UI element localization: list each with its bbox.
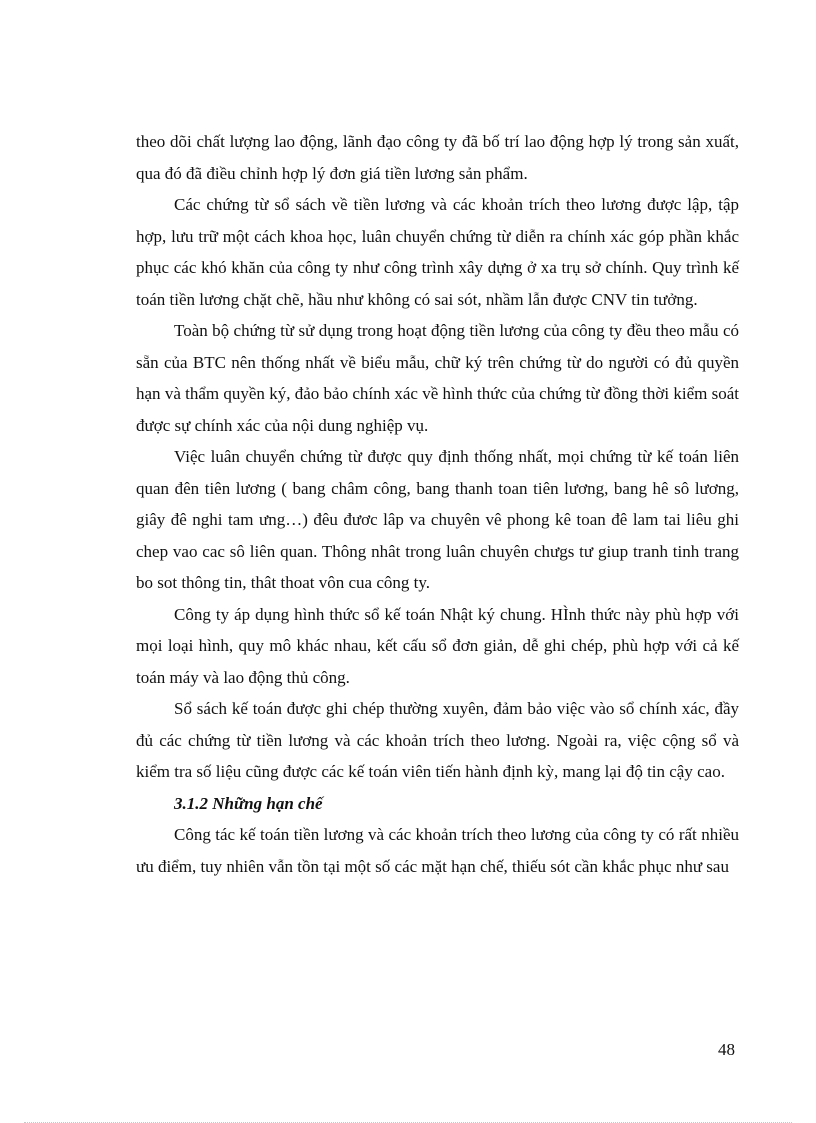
- body-text: [136, 126, 739, 882]
- page-number: 48: [718, 1040, 735, 1059]
- section-heading: 3.1.2 Những hạn chế: [174, 793, 323, 813]
- paragraph: Các chứng từ sổ sách về tiền lương và các khoản trích theo lương được lập, tập hợp, lưu trữ một cách khoa học, luân chuyển chứng từ diễn ra chính xác góp phần khắc phục các khó khăn của công ty như công trình xây dựng ở xa trụ sở chính. Quy trình kế toán tiền lương chặt chẽ, hầu như không có sai sót, nhầm lẫn được CNV tin tưởng.: [136, 195, 739, 309]
- paragraph: Toàn bộ chứng từ sử dụng trong hoạt động tiền lương của công ty đều theo mẫu có sẵn của BTC nên thống nhất về biểu mẫu, chữ ký trên chứng từ do người có đủ quyền hạn và thẩm quyền ký, đảo bảo chính xác về hình thức của chứng từ đồng thời kiểm soát được sự chính xác của nội dung nghiệp vụ.: [136, 321, 739, 435]
- paragraph: theo dõi chất lượng lao động, lãnh đạo công ty đã bố trí lao động hợp lý trong sản xuất, qua đó đã điều chỉnh hợp lý đơn giá tiền lương sản phẩm.: [136, 132, 739, 183]
- paragraph: Việc luân chuyển chứng từ được quy định thống nhất, mọi chứng từ kế toán liên quan đên tiên lương ( bang châm công, bang thanh toan tiên lương, bang hê sô lương, giây đê nghi tam ưng…) đêu đươc lâp va chuyên vê phong kê toan đê lam tai liêu ghi chep vao cac sô liên quan. Thông nhât trong luân chuyên chưgs tư giup tranh tinh trang bo sot thông tin, thât thoat vôn cua công ty.: [136, 447, 739, 592]
- paragraph: Sổ sách kế toán được ghi chép thường xuyên, đảm bảo việc vào sổ chính xác, đầy đủ các chứng từ tiền lương và các khoản trích theo lương. Ngoài ra, việc cộng sổ và kiểm tra số liệu cũng được các kế toán viên tiến hành định kỳ, mang lại độ tin cậy cao.: [136, 699, 739, 781]
- paragraph: Công ty áp dụng hình thức sổ kế toán Nhật ký chung. HÌnh thức này phù hợp với mọi loại hình, quy mô khác nhau, kết cấu sổ đơn giản, dễ ghi chép, phù hợp với cả kế toán máy và lao động thủ công.: [136, 604, 739, 687]
- paragraph: Công tác kế toán tiền lương và các khoản trích theo lương của công ty có rất nhiều ưu điểm, tuy nhiên vẫn tồn tại một số các mặt hạn chế, thiếu sót cần khắc phục như sau: [136, 825, 739, 876]
